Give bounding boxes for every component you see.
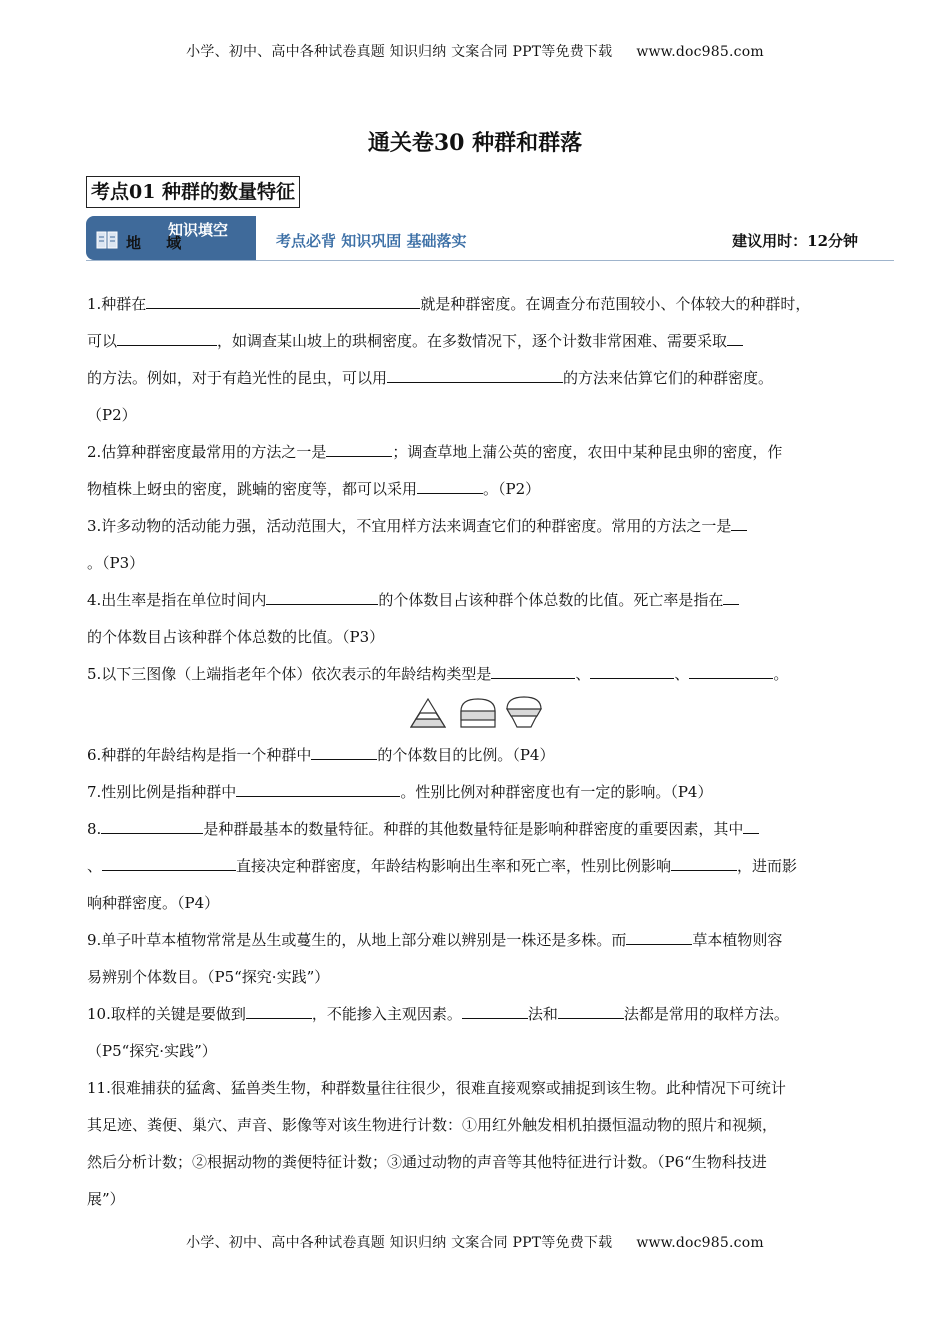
header-text: 小学、初中、高中各种试卷真题 知识归纳 文案合同 PPT等免费下载 [186, 44, 613, 60]
answer-blank[interactable] [417, 477, 483, 494]
question-text: ，进而影 [737, 857, 798, 875]
question-list [87, 286, 865, 1218]
question-text: （P2） [87, 406, 137, 424]
answer-blank[interactable] [462, 1002, 528, 1019]
answer-blank[interactable] [558, 1002, 624, 1019]
page-header [0, 41, 950, 61]
answer-blank[interactable] [246, 1002, 312, 1019]
answer-blank[interactable] [671, 854, 737, 871]
answer-blank[interactable] [311, 743, 377, 760]
answer-blank[interactable] [266, 588, 378, 605]
banner-divider [86, 260, 894, 261]
pyramid-declining [507, 697, 541, 727]
question-text: 直接决定种群密度，年龄结构影响出生率和死亡率，性别比例影响 [236, 857, 672, 875]
question-4 [87, 582, 865, 656]
question-text: 11.很难捕获的猛禽、猛兽类生物，种群数量往往很少，很难直接观察或捕捉到该生物。此种情况下可统计 [87, 1079, 786, 1097]
banner-slogan: 考点必背 知识巩固 基础落实 [276, 232, 467, 250]
question-text: 1.种群在 [87, 295, 147, 313]
pyramid-growing [411, 699, 445, 727]
question-text: 2.估算种群密度最常用的方法之一是 [87, 443, 327, 461]
answer-blank[interactable] [236, 780, 400, 797]
age-pyramids [409, 695, 545, 729]
question-text: 就是种群密度。在调查分布范围较小、个体较大的种群时， [420, 295, 811, 313]
question-8 [87, 811, 865, 922]
answer-blank[interactable] [689, 662, 773, 679]
question-text: 可以 [87, 332, 118, 350]
question-text: 法都是常用的取样方法。 [623, 1005, 789, 1023]
question-text: 的方法。例如，对于有趋光性的昆虫，可以用 [87, 369, 388, 387]
question-text: 10.取样的关键是要做到 [87, 1005, 246, 1023]
page-title: 通关卷30 种群和群落 [367, 130, 583, 156]
question-text: 草本植物则容 [692, 931, 783, 949]
answer-blank[interactable] [743, 817, 759, 834]
question-text: 、 [674, 665, 690, 683]
answer-blank[interactable] [102, 854, 236, 871]
question-text: 的个体数目占该种群个体总数的比值。（P3） [87, 628, 385, 646]
question-text: 是种群最基本的数量特征。种群的其他数量特征是影响种群密度的重要因素，其中 [203, 820, 744, 838]
book-icon [96, 231, 118, 249]
page-footer [0, 1232, 950, 1252]
question-text: 4.出生率是指在单位时间内 [87, 591, 267, 609]
question-text: 3.许多动物的活动能力强，活动范围大，不宜用样方法来调查它们的种群密度。常用的方法之一是 [87, 517, 732, 535]
answer-blank[interactable] [727, 329, 743, 346]
answer-blank[interactable] [117, 329, 217, 346]
question-10 [87, 996, 865, 1070]
answer-blank[interactable] [731, 514, 747, 531]
question-text: ，如调查某山坡上的珙桐密度。在多数情况下，逐个计数非常困难、需要采取 [217, 332, 728, 350]
question-text: 5.以下三图像（上端指老年个体）依次表示的年龄结构类型是 [87, 665, 492, 683]
question-text: 物植株上蚜虫的密度，跳蝻的密度等，都可以采用 [87, 480, 418, 498]
question-5 [87, 656, 865, 693]
question-text: 。性别比例对种群密度也有一定的影响。（P4） [400, 783, 713, 801]
question-text: 响种群密度。（P4） [87, 894, 220, 912]
answer-blank[interactable] [491, 662, 575, 679]
question-text: ，不能掺入主观因素。 [311, 1005, 462, 1023]
question-text: 、 [87, 857, 103, 875]
question-text: 7.性别比例是指种群中 [87, 783, 237, 801]
answer-blank[interactable] [626, 928, 692, 945]
age-structure-figure [87, 693, 865, 737]
question-text: 9.单子叶草本植物常常是丛生或蔓生的，从地上部分难以辨别是一株还是多株。而 [87, 931, 627, 949]
answer-blank[interactable] [723, 588, 739, 605]
question-7 [87, 774, 865, 811]
question-9 [87, 922, 865, 996]
answer-blank[interactable] [326, 440, 392, 457]
banner-tab-overlay: 地 域 [126, 234, 192, 252]
question-6 [87, 737, 865, 774]
section-banner [86, 216, 894, 262]
section-heading: 考点01 种群的数量特征 [86, 176, 300, 208]
header-site[interactable]: www.doc985.com [636, 44, 764, 60]
answer-blank[interactable] [590, 662, 674, 679]
question-text: ；调查草地上蒲公英的密度，农田中某种昆虫卵的密度，作 [392, 443, 783, 461]
question-text: （P5“探究·实践”） [87, 1042, 217, 1060]
question-text: 展”） [87, 1190, 125, 1208]
question-text: 。（P3） [87, 554, 145, 572]
question-text: 然后分析计数；②根据动物的粪便特征计数；③通过动物的声音等其他特征进行计数。（P6“生物科技进 [87, 1153, 767, 1171]
question-1 [87, 286, 865, 434]
question-3 [87, 508, 865, 582]
question-text: 的个体数目占该种群个体总数的比值。死亡率是指在 [378, 591, 724, 609]
question-text: 、 [575, 665, 591, 683]
question-text: 8. [87, 820, 102, 838]
answer-blank[interactable] [101, 817, 203, 834]
banner-tab-label: 知识填空 [168, 221, 229, 239]
footer-text: 小学、初中、高中各种试卷真题 知识归纳 文案合同 PPT等免费下载 [186, 1235, 613, 1251]
footer-site[interactable]: www.doc985.com [636, 1235, 764, 1251]
question-2 [87, 434, 865, 508]
question-11 [87, 1070, 865, 1218]
pyramid-stable [461, 699, 495, 727]
question-text: 法和 [527, 1005, 558, 1023]
answer-blank[interactable] [146, 292, 420, 309]
question-text: 。（P2） [483, 480, 541, 498]
question-text: 6.种群的年龄结构是指一个种群中 [87, 746, 312, 764]
question-text: 易辨别个体数目。（P5“探究·实践”） [87, 968, 330, 986]
answer-blank[interactable] [387, 366, 563, 383]
suggested-time: 建议用时：12分钟 [732, 232, 858, 250]
question-text: 。 [773, 665, 789, 683]
question-text: 的个体数目的比例。（P4） [377, 746, 555, 764]
question-text: 其足迹、粪便、巢穴、声音、影像等对该生物进行计数：①用红外触发相机拍摄恒温动物的照片和视频， [87, 1116, 778, 1134]
question-text: 的方法来估算它们的种群密度。 [563, 369, 774, 387]
